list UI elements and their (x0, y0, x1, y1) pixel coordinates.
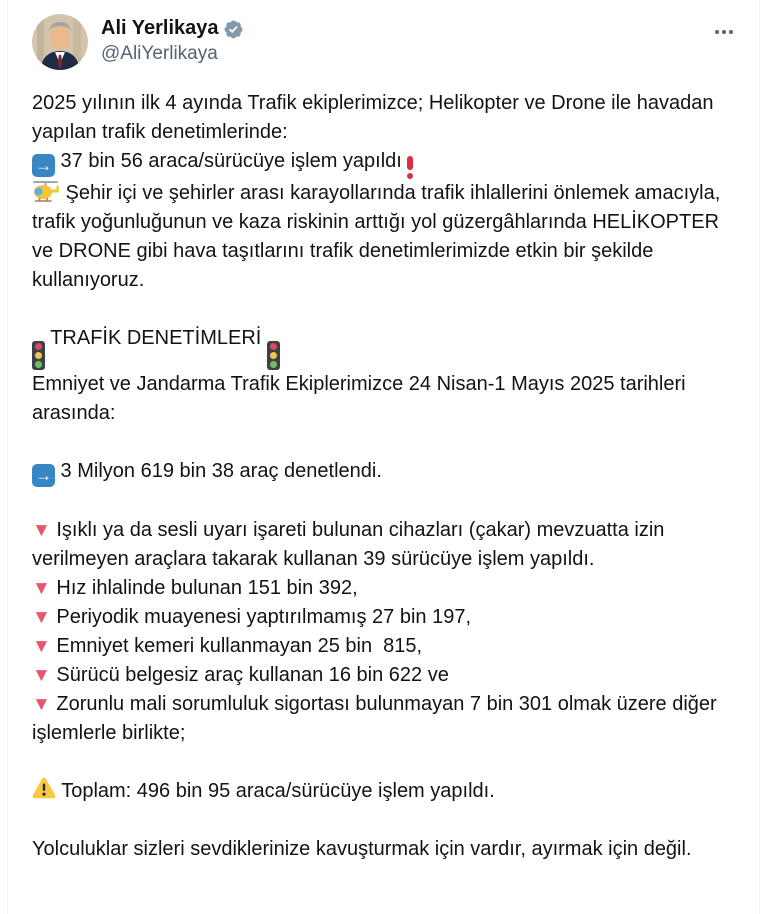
avatar-photo (32, 14, 88, 70)
down-triangle-icon: ▼ (32, 665, 51, 686)
tweet-text: TRAFİK DENETİMLERİ (45, 327, 267, 349)
tweet-body (32, 89, 739, 864)
tweet-line (32, 777, 739, 806)
tweet-card (7, 0, 760, 914)
user-identity (101, 14, 244, 66)
display-name-row[interactable] (101, 16, 244, 41)
tweet-block (32, 457, 739, 487)
tweet-line (32, 457, 739, 487)
ellipsis-icon (722, 30, 726, 34)
tweet-line (32, 179, 739, 295)
tweet-text: Hız ihlalinde bulunan 151 bin 392, (50, 577, 358, 599)
traffic-light-icon (32, 341, 45, 370)
tweet-header (32, 14, 739, 70)
tweet-text: Şehir içi ve şehirler arası karayollarında trafik ihlallerini önlemek amacıyla, trafik yoğunluğunun ve kaza riskinin arttığı yol güzergâhlarında HELİKOPTER ve DRONE gibi hava taşıtlarını trafik denetimlerimizde etkin bir şekilde kullanıyoruz. (32, 182, 726, 291)
down-triangle-icon: ▼ (32, 520, 51, 541)
down-triangle-icon: ▼ (32, 694, 51, 715)
verified-badge-icon (223, 19, 244, 40)
tweet-text: Emniyet kemeri kullanmayan 25 bin 815, (50, 635, 423, 657)
down-triangle-icon: ▼ (32, 607, 51, 628)
tweet-line (32, 690, 739, 748)
ellipsis-icon (715, 30, 719, 34)
arrow-right-icon: → (32, 154, 55, 177)
tweet-line (32, 370, 739, 428)
tweet-block (32, 324, 739, 428)
tweet-text: Yolculuklar sizleri sevdiklerinize kavuşturmak için vardır, ayırmak için değil. (32, 838, 692, 860)
traffic-light-icon (267, 341, 280, 370)
down-triangle-icon: ▼ (32, 578, 51, 599)
tweet-text: Zorunlu mali sorumluluk sigortası bulunmayan 7 bin 301 olmak üzere diğer işlemlerle birlikte; (32, 693, 723, 744)
tweet-line (32, 516, 739, 574)
tweet-line (32, 835, 739, 864)
tweet-line (32, 574, 739, 603)
more-button[interactable] (709, 24, 739, 40)
tweet-text: Sürücü belgesiz araç kullanan 16 bin 622 ve (50, 664, 449, 686)
tweet-text: Emniyet ve Jandarma Trafik Ekiplerimizce 24 Nisan-1 Mayıs 2025 tarihleri arasında: (32, 373, 692, 424)
down-triangle-icon: ▼ (32, 636, 51, 657)
tweet-line (32, 632, 739, 661)
tweet-line (32, 661, 739, 690)
tweet-block (32, 777, 739, 806)
tweet-line (32, 324, 739, 370)
avatar[interactable] (32, 14, 88, 70)
tweet-line (32, 89, 739, 147)
tweet-block (32, 89, 739, 295)
ellipsis-icon (729, 30, 733, 34)
tweet-text: Işıklı ya da sesli uyarı işareti bulunan cihazları (çakar) mevzuatta izin verilmeyen araçlara takarak kullanan 39 sürücüye işlem yapıldı. (32, 519, 670, 570)
tweet-text: Toplam: 496 bin 95 araca/sürücüye işlem yapıldı. (56, 780, 495, 802)
warning-icon (32, 777, 56, 799)
tweet-text: 2025 yılının ilk 4 ayında Trafik ekiplerimizce; Helikopter ve Drone ile havadan yapılan trafik denetimlerinde: (32, 92, 720, 143)
arrow-right-icon: → (32, 464, 55, 487)
tweet-text: Periyodik muayenesi yaptırılmamış 27 bin 197, (50, 606, 472, 628)
helicopter-icon (32, 179, 60, 203)
tweet-text: 3 Milyon 619 bin 38 araç denetlendi. (55, 460, 382, 482)
tweet-text: 37 bin 56 araca/sürücüye işlem yapıldı (55, 150, 408, 172)
user-handle[interactable]: @AliYerlikaya (101, 43, 218, 64)
red-exclamation-icon (407, 155, 413, 179)
display-name[interactable]: Ali Yerlikaya (101, 17, 219, 39)
tweet-line (32, 603, 739, 632)
tweet-block (32, 835, 739, 864)
tweet-line (32, 147, 739, 179)
tweet-block (32, 516, 739, 748)
